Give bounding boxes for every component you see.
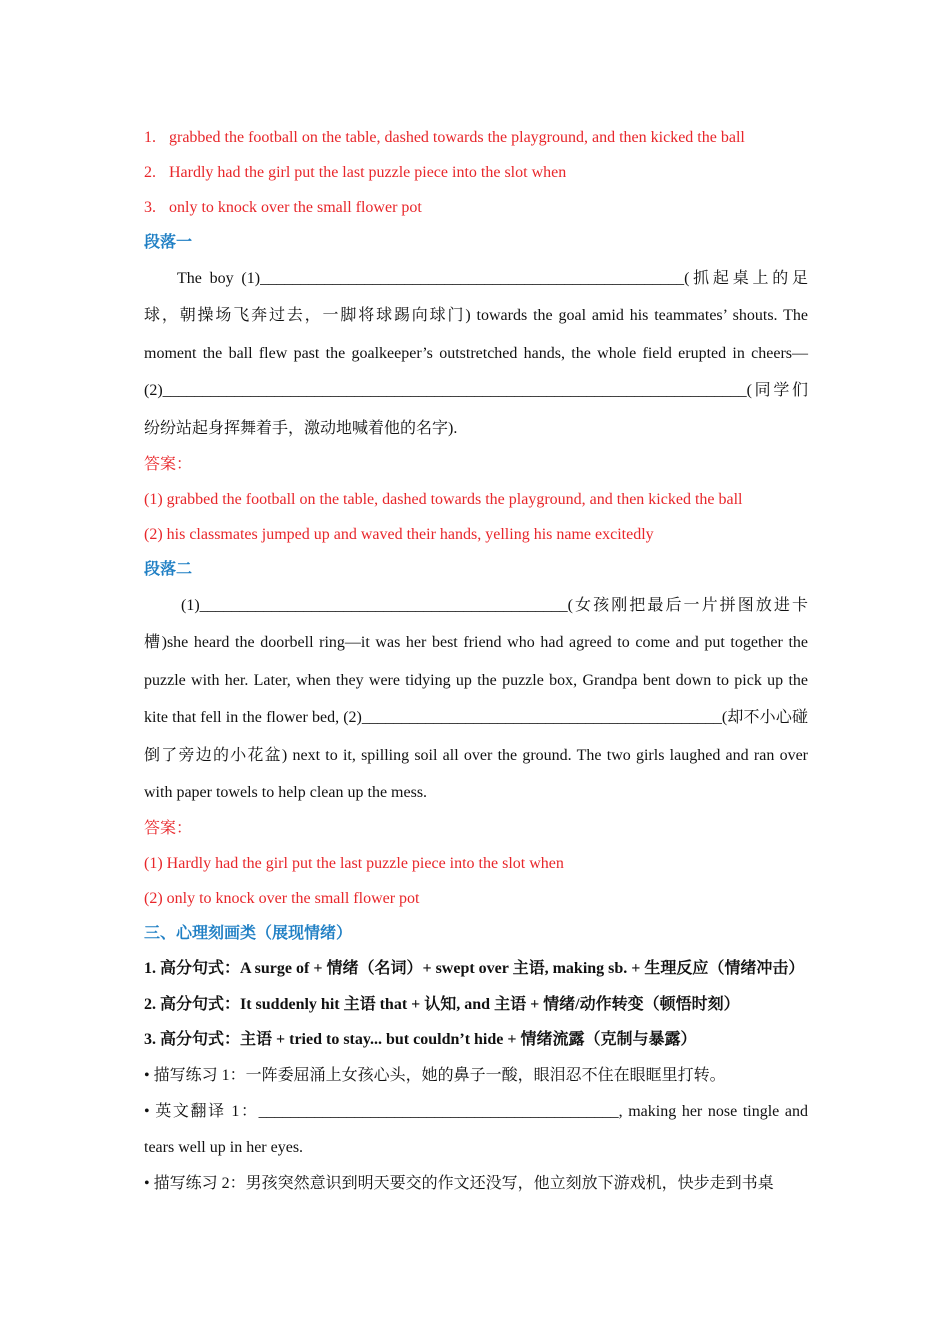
answer-item [144, 190, 808, 225]
answer-text: only to knock over the small flower pot [169, 199, 422, 216]
section1-heading: 段落一 [144, 234, 193, 251]
pattern-rule-2: 2. 高分句式：It suddenly hit 主语 that + 认知, and 主语 + 情绪/动作转变（顿悟时刻） [144, 995, 740, 1013]
answer-text: grabbed the football on the table, dashed towards the playground, and then kicked the ball [169, 129, 745, 146]
section2-paragraph: (1)______________________________________________(女孩刚把最后一片拼图放进卡槽)she heard the doorbell ring—it was her best friend who had agreed to come and put together the puzzle with her. Later, when they were tidying up the puzzle box, Grandpa bent down to pick up the kite that fell in the flower bed, (2)_____________________________________________(却不小心碰倒了旁边的小花盆) next to it, spilling soil all over the ground. The two girls laughed and ran over with paper towels to help clean up the mess. [144, 597, 808, 802]
section1-answer-label: 答案： [144, 456, 193, 474]
section2-heading: 段落二 [144, 561, 193, 579]
pattern-rule-3: 3. 高分句式：主语 + tried to stay... but couldn’t hide + 情绪流露（克制与暴露） [144, 1031, 697, 1049]
section1-answer-1: (1) grabbed the football on the table, dashed towards the playground, and then kicked the ball [144, 491, 743, 509]
practice-item-1: • 描写练习 1：一阵委屈涌上女孩心头，她的鼻子一酸，眼泪忍不住在眼眶里打转。 [144, 1066, 726, 1084]
section2-answer-label: 答案： [144, 820, 193, 838]
section1-answer-2: (2) his classmates jumped up and waved their hands, yelling his name excitedly [144, 526, 654, 544]
answer-item [144, 155, 808, 190]
answer-list-top [144, 120, 808, 225]
section3-heading: 三、心理刻画类（展现情绪） [144, 925, 353, 943]
translation-item-1: • 英文翻译 1：_____________________________________________, making her nose tingle and tears well up in her eyes. [144, 1102, 808, 1156]
answer-item [144, 120, 808, 155]
section2-answer-1: (1) Hardly had the girl put the last puzzle piece into the slot when [144, 855, 564, 873]
section1-paragraph: The boy (1)_____________________________________________________(抓起桌上的足球，朝操场飞奔过去，一脚将球踢向球门) towards the goal amid his teammates’ shouts. The moment the ball flew past the goalkeeper’s outstretched hands, the whole field erupted in cheers—(2)_________________________________________________________________________(同学们纷纷站起身挥舞着手，激动地喊着他的名字). [144, 270, 808, 437]
practice-item-2: • 描写练习 2：男孩突然意识到明天要交的作文还没写，他立刻放下游戏机，快步走到书桌 [144, 1174, 774, 1192]
document-page [144, 120, 808, 1202]
section2-answer-2: (2) only to knock over the small flower pot [144, 890, 420, 908]
answer-number: 3. [144, 199, 156, 216]
answer-number: 2. [144, 164, 156, 181]
answer-number: 1. [144, 129, 156, 146]
answer-text: Hardly had the girl put the last puzzle piece into the slot when [169, 164, 567, 181]
pattern-rule-1: 1. 高分句式：A surge of + 情绪（名词）+ swept over 主语, making sb. + 生理反应（情绪冲击） [144, 960, 805, 978]
